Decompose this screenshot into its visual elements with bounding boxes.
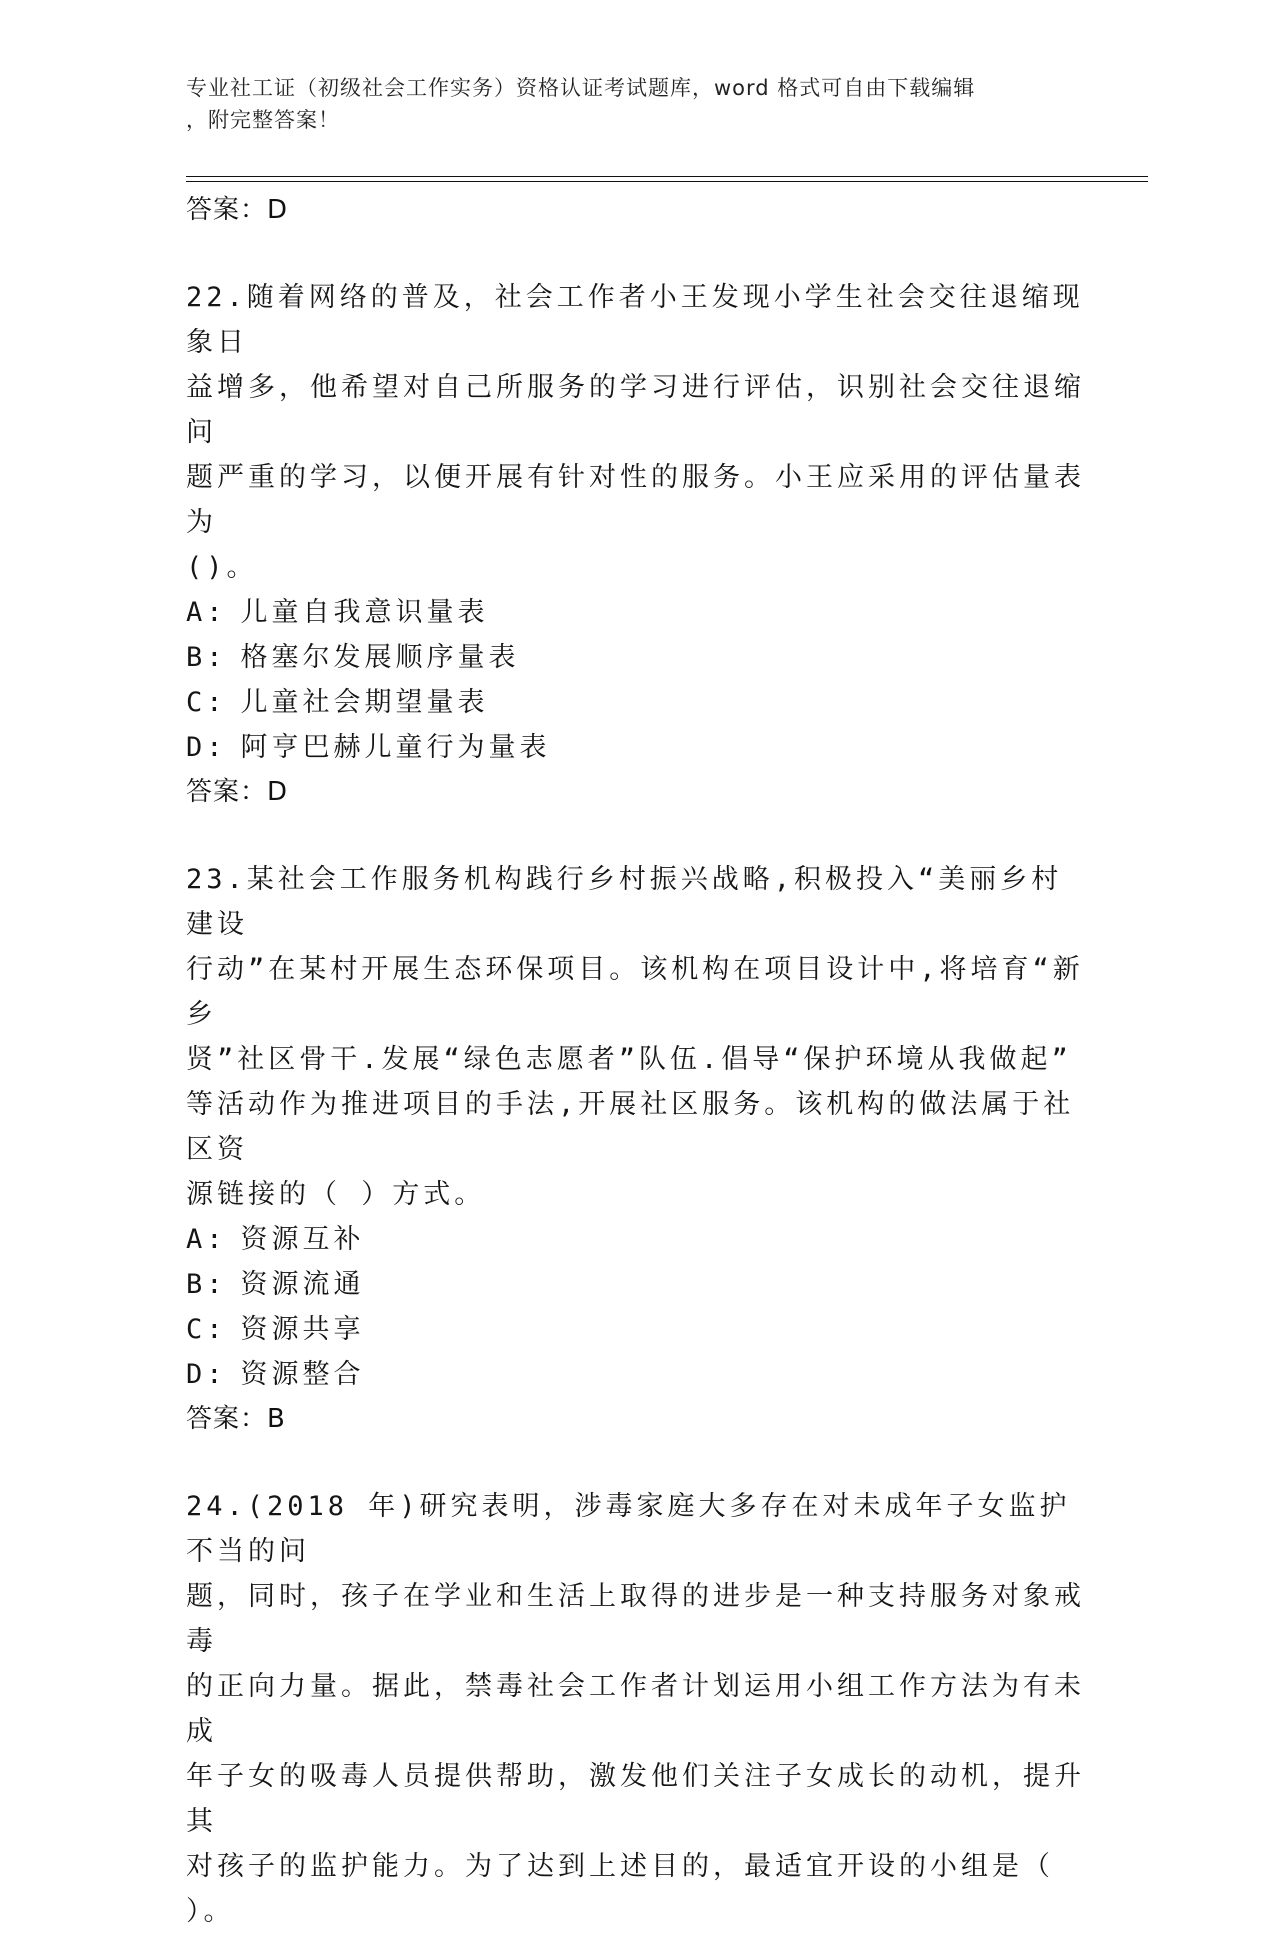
option-c	[186, 1307, 1086, 1352]
option-letter: C:	[186, 687, 227, 718]
question-text-line: 对孩子的监护能力。为了达到上述目的，最适宜开设的小组是（ ）。	[186, 1851, 1075, 1927]
question-text-line: 23.某社会工作服务机构践行乡村振兴战略,积极投入“美丽乡村建设	[186, 864, 1063, 940]
option-c	[186, 680, 1086, 725]
document-body	[186, 188, 1086, 1934]
option-d	[186, 1352, 1086, 1397]
question-text-line: 24.(2018 年)研究表明，涉毒家庭大多存在对未成年子女监护不当的问	[186, 1491, 1071, 1567]
question-text-line: 题严重的学习，以便开展有针对性的服务。小王应采用的评估量表为	[186, 462, 1085, 538]
question-22	[186, 275, 1086, 815]
question-text-line: 的正向力量。据此，禁毒社会工作者计划运用小组工作方法为有未成	[186, 1671, 1085, 1747]
option-letter: A:	[186, 1224, 227, 1255]
option-text: 儿童社会期望量表	[240, 687, 489, 718]
option-letter: A:	[186, 597, 227, 628]
question-text-line: 等活动作为推进项目的手法,开展社区服务。该机构的做法属于社区资	[186, 1089, 1075, 1165]
option-b	[186, 635, 1086, 680]
option-a	[186, 1217, 1086, 1262]
question-text-line: 贤”社区骨干.发展“绿色志愿者”队伍.倡导“保护环境从我做起”	[186, 1044, 1072, 1075]
option-text: 资源共享	[240, 1314, 365, 1345]
question-text-line: 源链接的（ ）方式。	[186, 1179, 486, 1210]
option-text: 资源流通	[240, 1269, 365, 1300]
header-line-2: ，附完整答案！	[186, 108, 340, 132]
header-divider-top	[186, 176, 1148, 177]
page-header	[186, 72, 1066, 136]
question-text-line: 22.随着网络的普及，社会工作者小王发现小学生社会交往退缩现象日	[186, 282, 1084, 358]
question-23	[186, 857, 1086, 1442]
answer-line: 答案：D	[186, 777, 289, 807]
question-text-line: 年子女的吸毒人员提供帮助，激发他们关注子女成长的动机，提升其	[186, 1761, 1085, 1837]
option-text: 儿童自我意识量表	[240, 597, 489, 628]
question-text-line: 题，同时，孩子在学业和生活上取得的进步是一种支持服务对象戒毒	[186, 1581, 1085, 1657]
question-text-line: ()。	[186, 552, 258, 583]
option-text: 格塞尔发展顺序量表	[240, 642, 520, 673]
option-d	[186, 725, 1086, 770]
question-24	[186, 1484, 1086, 1934]
option-letter: D:	[186, 732, 227, 763]
question-text-line: 行动”在某村开展生态环保项目。该机构在项目设计中,将培育“新乡	[186, 954, 1084, 1030]
header-divider-bottom	[186, 181, 1148, 182]
header-line-1: 专业社工证（初级社会工作实务）资格认证考试题库，word 格式可自由下载编辑	[186, 76, 976, 100]
option-text: 资源整合	[240, 1359, 365, 1390]
option-letter: B:	[186, 1269, 227, 1300]
previous-answer: 答案：D	[186, 195, 289, 225]
option-letter: C:	[186, 1314, 227, 1345]
option-letter: B:	[186, 642, 227, 673]
option-letter: D:	[186, 1359, 227, 1390]
option-b	[186, 1262, 1086, 1307]
question-text-line: 益增多，他希望对自己所服务的学习进行评估，识别社会交往退缩问	[186, 372, 1085, 448]
option-text: 阿亨巴赫儿童行为量表	[240, 732, 551, 763]
answer-line: 答案：B	[186, 1404, 286, 1434]
option-a	[186, 590, 1086, 635]
option-text: 资源互补	[240, 1224, 365, 1255]
